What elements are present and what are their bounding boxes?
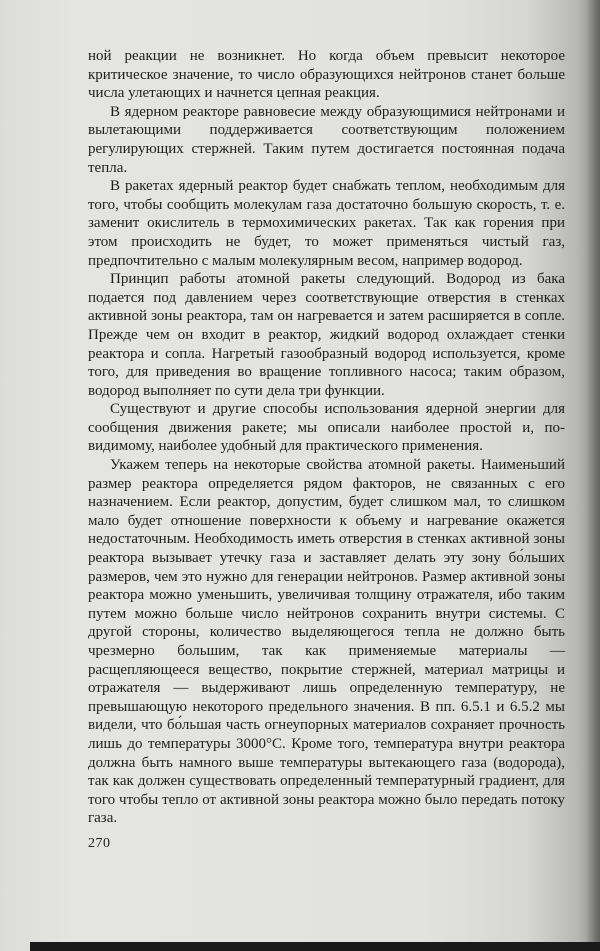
paragraph-6: Укажем теперь на некоторые свойства атомной ракеты. Наименьший размер реактора определяется рядом факторов, не связанных с его назначением. Если реактор, допустим, будет слишком мал, то слишком мало будет отношение поверхности к объему и нагревание окажется недостаточным. Необходимость иметь отверстия в стенках активной зоны реактора вызывает утечку газа и заставляет делать эту зону бо́льших размеров, чем это нужно для генерации нейтронов. Размер активной зоны реактора можно уменьшить, увеличивая толщину отражателя, ибо таким путем можно больше число нейтронов сохранить внутри системы. С другой стороны, количество выделяющегося тепла не должно быть чрезмерно большим, так как применяемые материалы — расщепляющееся вещество, покрытие стержней, материал матрицы и отражателя — выдерживают лишь определенную температуру, не превышающую некоторого предельного значения. В пп. 6.5.1 и 6.5.2 мы видели, что бо́льшая часть огнеупорных материалов сохраняет прочность лишь до температуры 3000°С. Кроме того, температура внутри реактора должна быть намного выше температуры вытекающего газа (водорода), так как должен существовать определенный температурный градиент, для того чтобы тепло от активной зоны реактора можно было передать потоку газа.	[88, 457, 565, 827]
paragraph-5: Существуют и другие способы использования ядерной энергии для сообщения движения ракете; мы описали наиболее простой и, по-видимому, наиболее удобный для практического применения.	[88, 401, 565, 455]
scan-bottom-edge	[30, 942, 600, 951]
page-gutter-shadow	[586, 0, 600, 951]
paragraph-3: В ракетах ядерный реактор будет снабжать теплом, необходимым для того, чтобы сообщить молекулам газа достаточно большую скорость, т. е. заменит окислитель в термохимических ракетах. Так как горения при этом происходить не будет, то может применяться чистый газ, предпочтительно с малым молекулярным весом, например водород.	[88, 178, 565, 269]
paragraph-4: Принцип работы атомной ракеты следующий. Водород из бака подается под давлением через соответствующие отверстия в стенках активной зоны реактора, там он нагревается и затем расширяется в сопле. Прежде чем он входит в реактор, жидкий водород охлаждает стенки реактора и сопла. Нагретый газообразный водород используется, кроме того, для приведения во вращение топливного насоса; таким образом, водород выполняет по сути дела три функции.	[88, 271, 565, 399]
page-number: 270	[88, 836, 111, 851]
paragraph-2: В ядерном реакторе равновесие между образующимися нейтронами и вылетающими поддерживается соответствующим положением регулирующих стержней. Таким путем достигается постоянная подача тепла.	[88, 103, 565, 176]
body-text	[88, 47, 565, 828]
paragraph-1: ной реакции не возникнет. Но когда объем превысит некоторое критическое значение, то число образующихся нейтронов станет больше числа улетающих и начнется цепная реакция.	[88, 48, 565, 102]
